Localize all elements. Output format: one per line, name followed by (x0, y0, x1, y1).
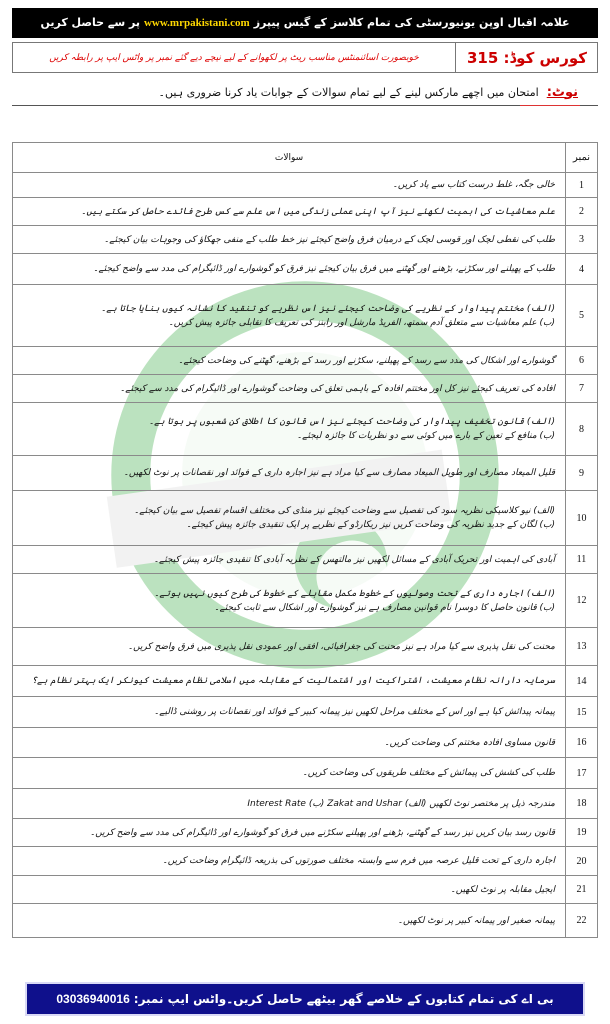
question-number: 6 (566, 347, 598, 375)
divider-accent (520, 105, 580, 106)
table-row (13, 697, 598, 728)
table-row (13, 574, 598, 628)
table-row (13, 728, 598, 758)
question-text (13, 403, 566, 456)
table-row (13, 403, 598, 456)
question-line: پیمانہ صغیر اور پیمانہ کبیر پر نوٹ لکھیں۔ (397, 915, 555, 926)
table-row (13, 347, 598, 375)
note-text: امتحان میں اچھے مارکس لینے کے لیے تمام سوالات کے جوابات یاد کرنا ضروری ہیں۔ (158, 85, 539, 99)
website-link[interactable]: www.mrpakistani.com (143, 17, 250, 29)
course-code: کورس کوڈ: 315 (455, 43, 597, 72)
table-row (13, 198, 598, 226)
question-number: 14 (566, 666, 598, 697)
question-number: 7 (566, 375, 598, 403)
question-text (13, 728, 566, 758)
question-line: طلب کی کشش کی پیمائش کے مختلف طریقوں کی وضاحت کریں۔ (302, 768, 555, 778)
question-number: 5 (566, 285, 598, 347)
table-row (13, 375, 598, 403)
question-line: قانون مساوی افادہ مختتم کی وضاحت کریں۔ (384, 737, 555, 748)
question-text (13, 375, 566, 403)
header-questions: سوالات (13, 143, 566, 173)
question-line: (ب) منافع کے تعین کے بارے میں کوئی سے دو نظریات کا جائزہ لیجئے۔ (296, 431, 555, 441)
question-line: (الف) مختتم پیداوار کے نظریے کی وضاحت کیجئے نیز اس نظریے کو تنقید کا نشانہ کیوں بنایا جاتا ہے۔ (100, 303, 555, 314)
question-line: علم معاشیات کی اہمیت لکھئے نیز آپ اپنی عملی زندگی میں اس علم سے کس طرح فائدے حاصل کر سکتے ہیں۔ (81, 206, 555, 217)
question-text (13, 173, 566, 198)
question-line: آبادی کی اہمیت اور تحریک آبادی کے مسائل لکھیں نیز مالتھس کے نظریہ آبادی کا تنقیدی جائزہ پیش کیجئے۔ (153, 554, 555, 565)
question-line: طلب کے پھیلنے اور سکڑنے، بڑھنے اور گھٹنے میں فرق بیان کیجئے نیز فرق کو گوشوارے اور ڈائیگرام کی مدد سے واضح کیجئے۔ (93, 264, 555, 274)
table-row (13, 876, 598, 904)
table-row (13, 847, 598, 876)
question-line: ایجیل مقابلہ پر نوٹ لکھیں۔ (450, 884, 555, 895)
question-number: 15 (566, 697, 598, 728)
question-text (13, 789, 566, 819)
question-line: اجارہ داری کے تحت قلیل عرصہ میں فرم سے وابستہ مختلف صورتوں کی بذریعہ ڈائیگرام وضاحت کریں۔ (162, 856, 555, 866)
question-line: افادہ کی تعریف کیجئے نیز کل اور مختتم افادہ کے باہمی تعلق کی وضاحت گوشوارے اور ڈائیگرام کی مدد سے کیجئے۔ (119, 383, 555, 394)
question-text (13, 198, 566, 226)
question-line: (الف) اجارہ داری کے تحت وصولیوں کے خطوط مکمل مقابلے کے خطوط کی طرح کیوں نہیں ہوتے۔ (154, 588, 555, 599)
question-number: 11 (566, 546, 598, 574)
question-text (13, 876, 566, 904)
questions-table (12, 142, 598, 938)
question-text (13, 347, 566, 375)
question-line: پیمانہ پیدائش کیا ہے اور اس کے مختلف مراحل لکھیں نیز پیمانہ کبیر کے فوائد اور نقصانات پر روشنی ڈالیے۔ (154, 707, 555, 717)
header-number: نمبر (566, 143, 598, 173)
whatsapp-number[interactable]: 03036940016 (56, 991, 130, 1006)
question-line: (الف) نیو کلاسیکی نظریہ سود کی تفصیل سے وضاحت کیجئے نیز منڈی کی مختلف اقسام تفصیل سے بیان کیجئے۔ (133, 506, 555, 516)
question-text (13, 847, 566, 876)
banner-text: علامہ اقبال اوپن یونیورسٹی کی تمام کلاسز کے گیس پیپرز (253, 16, 570, 29)
divider (12, 105, 598, 106)
question-number: 8 (566, 403, 598, 456)
table-row (13, 758, 598, 789)
question-text (13, 628, 566, 666)
note-label: نوٹ: (546, 84, 578, 100)
question-line: (ب) قانون حاصل کا دوسرا نام قوانین مصارف ہے نیز گوشوارے اور اشکال سے ثابت کیجئے۔ (214, 602, 555, 613)
table-row (13, 456, 598, 491)
footer-text: بی اے کی تمام کتابوں کے خلاصے گھر بیٹھے حاصل کریں۔واٹس ایپ نمبر: (133, 991, 554, 1006)
question-number: 18 (566, 789, 598, 819)
note (12, 80, 598, 104)
question-number: 17 (566, 758, 598, 789)
question-number: 4 (566, 254, 598, 285)
question-number: 10 (566, 491, 598, 546)
question-text (13, 904, 566, 938)
question-line: مندرجہ ذیل پر مختصر نوٹ لکھیں (الف) Zakat and Ushar (ب) Interest Rate (247, 798, 555, 809)
footer-banner (25, 982, 585, 1016)
question-line: (الف) قانون تخفیف پیداوار کی وضاحت کیجئے نیز اس قانون کا اطلاق کن شعبوں پر ہوتا ہے۔ (148, 417, 555, 427)
table-row (13, 789, 598, 819)
banner-suffix: پر سے حاصل کریں (40, 16, 140, 29)
table-row (13, 491, 598, 546)
question-text (13, 254, 566, 285)
promo-text: خوبصورت اسائنمنٹس مناسب ریٹ پر لکھوانے کے لیے نیچے دیے گئے نمبر پر واٹس ایپ پر رابطہ کریں (49, 52, 419, 63)
question-text (13, 574, 566, 628)
question-line: (ب) علم معاشیات سے متعلق آدم سمتھ، الفریڈ مارشل اور رابنز کی تعریف کا تقابلی جائزہ پیش کریں۔ (168, 317, 555, 328)
question-number: 3 (566, 226, 598, 254)
question-number: 13 (566, 628, 598, 666)
question-line: محنت کی نقل پذیری سے کیا مراد ہے نیز محنت کی جغرافیائی، افقی اور عمودی نقل پذیری میں فرق واضح کریں۔ (127, 641, 555, 652)
question-number: 22 (566, 904, 598, 938)
question-text (13, 819, 566, 847)
question-text (13, 285, 566, 347)
table-row (13, 666, 598, 697)
question-line: (ب) لگان کے جدید نظریہ کی وضاحت کریں نیز ریکارڈو کے نظریے پر ایک تنقیدی جائزہ پیش کیجئے۔ (186, 520, 555, 530)
table-row (13, 628, 598, 666)
question-number: 16 (566, 728, 598, 758)
table-row (13, 819, 598, 847)
question-text (13, 666, 566, 697)
question-line: گوشوارے اور اشکال کی مدد سے رسد کے پھیلنے، سکڑنے اور رسد کے بڑھنے، گھٹنے کی وضاحت کیجئے۔ (178, 355, 555, 366)
question-text (13, 697, 566, 728)
table-header-row (13, 143, 598, 173)
table-row (13, 254, 598, 285)
table-row (13, 546, 598, 574)
question-line: سرمایہ دارانہ نظام معیشت، اشتراکیت اور اشتمالیت کے مقابلہ میں اسلامی نظام معیشت کیونکر ایک بہتر نظام ہے؟ (31, 676, 555, 686)
question-number: 19 (566, 819, 598, 847)
question-number: 20 (566, 847, 598, 876)
question-line: خالی جگہ، غلط درست کتاب سے یاد کریں۔ (392, 180, 555, 190)
question-number: 9 (566, 456, 598, 491)
table-row (13, 904, 598, 938)
question-number: 21 (566, 876, 598, 904)
question-text (13, 546, 566, 574)
question-number: 1 (566, 173, 598, 198)
question-line: طلب کی نقطی لچک اور قوسی لچک کے درمیان فرق واضح کیجئے نیز خط طلب کے منفی جھکاؤ کی وجوہات بیان کیجئے۔ (103, 234, 555, 245)
table-row (13, 285, 598, 347)
table-row (13, 173, 598, 198)
question-text (13, 491, 566, 546)
top-banner (12, 8, 598, 38)
table-row (13, 226, 598, 254)
question-text (13, 758, 566, 789)
question-text (13, 226, 566, 254)
question-line: قانون رسد بیان کریں نیز رسد کے گھٹنے، بڑھنے اور پھیلنے سکڑنے میں فرق کو گوشوارے اور ڈائیگرام کی مدد سے واضح کریں۔ (89, 827, 555, 838)
question-number: 12 (566, 574, 598, 628)
question-text (13, 456, 566, 491)
question-line: قلیل المیعاد مصارف اور طویل المیعاد مصارف سے کیا مراد ہے نیز اجارہ داری کے فوائد اور نقصانات پر نوٹ لکھیں۔ (123, 468, 555, 478)
question-number: 2 (566, 198, 598, 226)
course-code-box (12, 42, 598, 73)
